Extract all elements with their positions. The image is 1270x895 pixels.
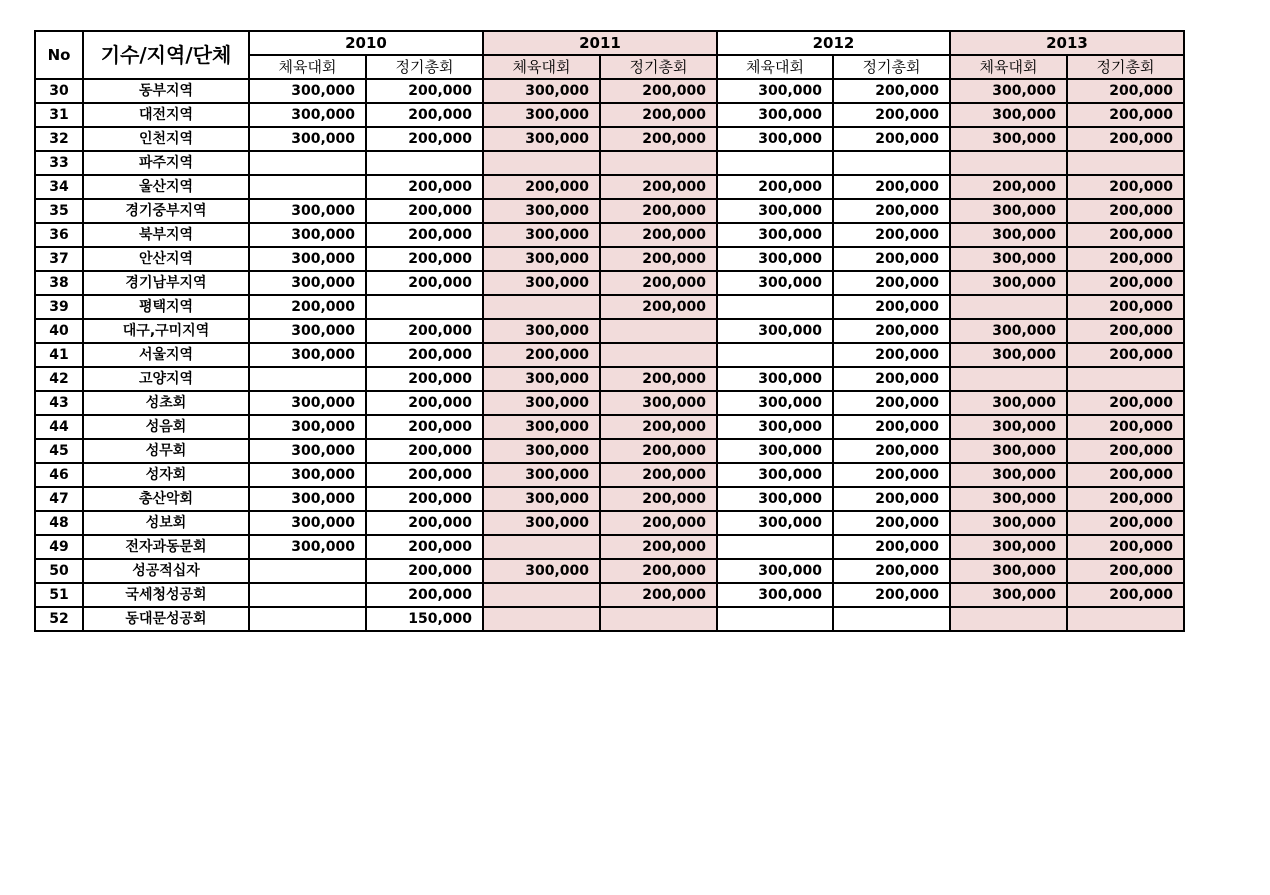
row-region-name: 경기남부지역 (83, 271, 249, 295)
row-region-name: 대구,구미지역 (83, 319, 249, 343)
amount-cell: 300,000 (483, 127, 600, 151)
amount-cell: 200,000 (1067, 439, 1184, 463)
amount-cell: 200,000 (833, 487, 950, 511)
amount-cell (1067, 607, 1184, 631)
amount-cell: 200,000 (366, 319, 483, 343)
amount-cell: 200,000 (600, 199, 717, 223)
amount-cell: 200,000 (717, 175, 833, 199)
row-number: 44 (35, 415, 83, 439)
amount-cell: 200,000 (1067, 535, 1184, 559)
amount-cell: 200,000 (600, 271, 717, 295)
amount-cell: 300,000 (717, 79, 833, 103)
amount-cell: 300,000 (717, 391, 833, 415)
header-assembly-2011: 정기총회 (600, 55, 717, 79)
amount-cell: 200,000 (366, 247, 483, 271)
amount-cell (249, 583, 366, 607)
table-row (35, 559, 1184, 583)
amount-cell: 200,000 (833, 391, 950, 415)
row-region-name: 동부지역 (83, 79, 249, 103)
row-region-name: 파주지역 (83, 151, 249, 175)
amount-cell (717, 535, 833, 559)
table-row (35, 295, 1184, 319)
row-number: 51 (35, 583, 83, 607)
amount-cell: 200,000 (366, 511, 483, 535)
amount-cell: 300,000 (950, 199, 1067, 223)
amount-cell: 300,000 (717, 487, 833, 511)
amount-cell: 200,000 (1067, 511, 1184, 535)
amount-cell: 300,000 (249, 511, 366, 535)
header-year-2010: 2010 (249, 31, 483, 55)
amount-cell: 300,000 (950, 391, 1067, 415)
amount-cell: 200,000 (366, 79, 483, 103)
amount-cell: 200,000 (833, 535, 950, 559)
row-number: 45 (35, 439, 83, 463)
table-row (35, 343, 1184, 367)
row-number: 48 (35, 511, 83, 535)
row-region-name: 성초회 (83, 391, 249, 415)
amount-cell: 300,000 (249, 535, 366, 559)
amount-cell: 200,000 (366, 103, 483, 127)
header-year-2012: 2012 (717, 31, 950, 55)
amount-cell: 200,000 (1067, 79, 1184, 103)
amount-cell: 300,000 (249, 391, 366, 415)
row-number: 43 (35, 391, 83, 415)
amount-cell: 200,000 (600, 439, 717, 463)
amount-cell: 200,000 (1067, 463, 1184, 487)
amount-cell (1067, 367, 1184, 391)
amount-cell: 300,000 (950, 127, 1067, 151)
amount-cell: 200,000 (950, 175, 1067, 199)
row-region-name: 국세청성공회 (83, 583, 249, 607)
amount-cell: 300,000 (483, 391, 600, 415)
amount-cell: 300,000 (483, 223, 600, 247)
amount-cell: 300,000 (950, 343, 1067, 367)
amount-cell: 200,000 (366, 463, 483, 487)
amount-cell: 200,000 (600, 487, 717, 511)
table-row (35, 487, 1184, 511)
amount-cell: 300,000 (483, 247, 600, 271)
amount-cell (600, 607, 717, 631)
row-region-name: 성무회 (83, 439, 249, 463)
amount-cell: 200,000 (833, 103, 950, 127)
amount-cell: 300,000 (950, 583, 1067, 607)
amount-cell: 200,000 (833, 295, 950, 319)
amount-cell (833, 151, 950, 175)
header-sports-2010: 체육대회 (249, 55, 366, 79)
amount-cell: 200,000 (1067, 199, 1184, 223)
amount-cell (1067, 151, 1184, 175)
amount-cell: 200,000 (366, 343, 483, 367)
row-number: 35 (35, 199, 83, 223)
amount-cell: 200,000 (833, 463, 950, 487)
amount-cell: 200,000 (600, 415, 717, 439)
table-row (35, 367, 1184, 391)
table-row (35, 439, 1184, 463)
amount-cell: 200,000 (833, 247, 950, 271)
row-region-name: 북부지역 (83, 223, 249, 247)
table-row (35, 223, 1184, 247)
row-region-name: 서울지역 (83, 343, 249, 367)
amount-cell: 300,000 (717, 367, 833, 391)
amount-cell: 200,000 (600, 559, 717, 583)
amount-cell (717, 295, 833, 319)
amount-cell: 200,000 (366, 175, 483, 199)
amount-cell: 200,000 (600, 583, 717, 607)
amount-cell: 200,000 (366, 271, 483, 295)
amount-cell: 200,000 (366, 583, 483, 607)
row-number: 49 (35, 535, 83, 559)
row-region-name: 성자회 (83, 463, 249, 487)
amount-cell: 300,000 (717, 199, 833, 223)
amount-cell: 200,000 (249, 295, 366, 319)
header-row-years (35, 31, 1184, 55)
amount-cell: 300,000 (950, 79, 1067, 103)
amount-cell: 200,000 (1067, 583, 1184, 607)
amount-cell: 300,000 (717, 319, 833, 343)
amount-cell: 300,000 (483, 511, 600, 535)
amount-cell: 200,000 (1067, 391, 1184, 415)
row-number: 30 (35, 79, 83, 103)
amount-cell: 200,000 (1067, 487, 1184, 511)
amount-cell (717, 607, 833, 631)
amount-cell (249, 367, 366, 391)
header-sports-2012: 체육대회 (717, 55, 833, 79)
amount-cell: 300,000 (950, 247, 1067, 271)
amount-cell: 300,000 (483, 103, 600, 127)
amount-cell: 200,000 (366, 535, 483, 559)
amount-cell: 200,000 (1067, 343, 1184, 367)
table-row (35, 175, 1184, 199)
table-row (35, 391, 1184, 415)
amount-cell: 300,000 (483, 559, 600, 583)
amount-cell: 300,000 (249, 199, 366, 223)
amount-cell: 300,000 (249, 415, 366, 439)
amount-cell: 300,000 (483, 79, 600, 103)
amount-cell: 200,000 (483, 343, 600, 367)
amount-cell: 300,000 (483, 319, 600, 343)
row-number: 40 (35, 319, 83, 343)
amount-cell: 200,000 (833, 583, 950, 607)
amount-cell: 200,000 (483, 175, 600, 199)
amount-cell: 200,000 (366, 367, 483, 391)
header-assembly-2013: 정기총회 (1067, 55, 1184, 79)
amount-cell: 200,000 (600, 103, 717, 127)
header-year-2013: 2013 (950, 31, 1184, 55)
amount-cell: 300,000 (950, 535, 1067, 559)
row-number: 32 (35, 127, 83, 151)
amount-cell (483, 295, 600, 319)
row-region-name: 대전지역 (83, 103, 249, 127)
amount-cell (483, 607, 600, 631)
row-region-name: 성음회 (83, 415, 249, 439)
amount-cell: 200,000 (833, 175, 950, 199)
amount-cell: 300,000 (950, 271, 1067, 295)
amount-cell: 300,000 (249, 343, 366, 367)
amount-cell: 300,000 (950, 439, 1067, 463)
amount-cell: 300,000 (717, 127, 833, 151)
amount-cell: 200,000 (1067, 127, 1184, 151)
amount-cell: 300,000 (249, 487, 366, 511)
amount-cell: 200,000 (833, 415, 950, 439)
table-row (35, 511, 1184, 535)
amount-cell (600, 151, 717, 175)
row-region-name: 경기중부지역 (83, 199, 249, 223)
amount-cell: 200,000 (833, 511, 950, 535)
header-assembly-2010: 정기총회 (366, 55, 483, 79)
row-number: 34 (35, 175, 83, 199)
header-no: No (35, 31, 83, 79)
amount-cell: 300,000 (249, 271, 366, 295)
amount-cell: 200,000 (600, 535, 717, 559)
row-number: 38 (35, 271, 83, 295)
amount-cell: 200,000 (366, 223, 483, 247)
row-region-name: 인천지역 (83, 127, 249, 151)
row-region-name: 고양지역 (83, 367, 249, 391)
amount-cell: 200,000 (1067, 295, 1184, 319)
table-row (35, 271, 1184, 295)
amount-cell: 300,000 (717, 247, 833, 271)
table-row (35, 103, 1184, 127)
amount-cell: 300,000 (483, 271, 600, 295)
amount-cell: 200,000 (1067, 415, 1184, 439)
amount-cell (600, 319, 717, 343)
row-region-name: 성공적십자 (83, 559, 249, 583)
amount-cell: 150,000 (366, 607, 483, 631)
amount-cell (249, 559, 366, 583)
amount-cell: 200,000 (1067, 175, 1184, 199)
amount-cell: 300,000 (483, 199, 600, 223)
amount-cell: 200,000 (1067, 247, 1184, 271)
row-region-name: 전자과동문회 (83, 535, 249, 559)
row-number: 46 (35, 463, 83, 487)
row-region-name: 평택지역 (83, 295, 249, 319)
table-body (35, 79, 1184, 631)
amount-cell: 200,000 (833, 319, 950, 343)
amount-cell: 300,000 (249, 127, 366, 151)
amount-cell (483, 151, 600, 175)
row-number: 47 (35, 487, 83, 511)
amount-cell: 300,000 (717, 223, 833, 247)
row-number: 41 (35, 343, 83, 367)
row-region-name: 안산지역 (83, 247, 249, 271)
header-assembly-2012: 정기총회 (833, 55, 950, 79)
amount-cell: 200,000 (1067, 223, 1184, 247)
row-number: 52 (35, 607, 83, 631)
amount-cell (600, 343, 717, 367)
amount-cell: 200,000 (600, 247, 717, 271)
amount-cell (717, 343, 833, 367)
amount-cell (833, 607, 950, 631)
amount-cell: 200,000 (600, 127, 717, 151)
amount-cell: 300,000 (717, 463, 833, 487)
table-row (35, 535, 1184, 559)
amount-cell: 200,000 (600, 463, 717, 487)
table-row (35, 79, 1184, 103)
amount-cell (249, 607, 366, 631)
row-region-name: 동대문성공회 (83, 607, 249, 631)
amount-cell: 200,000 (366, 439, 483, 463)
amount-cell: 300,000 (483, 415, 600, 439)
amount-cell: 200,000 (600, 367, 717, 391)
amount-cell: 200,000 (366, 559, 483, 583)
amount-cell: 200,000 (833, 199, 950, 223)
amount-cell: 300,000 (950, 487, 1067, 511)
amount-cell: 300,000 (950, 223, 1067, 247)
table-header (35, 31, 1184, 79)
row-number: 37 (35, 247, 83, 271)
amount-cell: 200,000 (833, 127, 950, 151)
table-row (35, 199, 1184, 223)
amount-cell: 200,000 (833, 271, 950, 295)
row-number: 42 (35, 367, 83, 391)
header-sports-2011: 체육대회 (483, 55, 600, 79)
row-region-name: 울산지역 (83, 175, 249, 199)
amount-cell: 200,000 (600, 511, 717, 535)
table-row (35, 319, 1184, 343)
amount-cell: 300,000 (483, 367, 600, 391)
amount-cell: 200,000 (833, 559, 950, 583)
amount-cell (950, 151, 1067, 175)
amount-cell: 200,000 (833, 367, 950, 391)
amount-cell: 200,000 (1067, 103, 1184, 127)
amount-cell (249, 151, 366, 175)
amount-cell (366, 295, 483, 319)
table-row (35, 583, 1184, 607)
amount-cell: 200,000 (600, 295, 717, 319)
table-row (35, 151, 1184, 175)
amount-cell: 300,000 (950, 511, 1067, 535)
amount-cell: 200,000 (1067, 271, 1184, 295)
header-year-2011: 2011 (483, 31, 717, 55)
amount-cell: 200,000 (366, 127, 483, 151)
row-number: 31 (35, 103, 83, 127)
table-row (35, 247, 1184, 271)
amount-cell: 300,000 (249, 103, 366, 127)
amount-cell: 300,000 (483, 463, 600, 487)
donation-table (34, 30, 1185, 632)
amount-cell: 300,000 (717, 103, 833, 127)
amount-cell: 200,000 (833, 223, 950, 247)
row-number: 33 (35, 151, 83, 175)
amount-cell: 300,000 (249, 319, 366, 343)
amount-cell: 300,000 (249, 463, 366, 487)
amount-cell: 300,000 (950, 463, 1067, 487)
amount-cell: 300,000 (717, 439, 833, 463)
row-number: 39 (35, 295, 83, 319)
amount-cell (483, 583, 600, 607)
table-row (35, 415, 1184, 439)
row-region-name: 총산악회 (83, 487, 249, 511)
amount-cell: 300,000 (950, 319, 1067, 343)
row-number: 36 (35, 223, 83, 247)
amount-cell: 200,000 (1067, 559, 1184, 583)
amount-cell: 300,000 (249, 79, 366, 103)
amount-cell: 200,000 (600, 175, 717, 199)
table-row (35, 127, 1184, 151)
amount-cell: 200,000 (600, 79, 717, 103)
row-number: 50 (35, 559, 83, 583)
amount-cell: 200,000 (833, 439, 950, 463)
amount-cell: 200,000 (366, 391, 483, 415)
amount-cell (366, 151, 483, 175)
table-row (35, 463, 1184, 487)
amount-cell: 300,000 (717, 511, 833, 535)
header-region: 기수/지역/단체 (83, 31, 249, 79)
amount-cell: 300,000 (483, 439, 600, 463)
amount-cell: 300,000 (717, 415, 833, 439)
amount-cell: 200,000 (600, 223, 717, 247)
amount-cell: 200,000 (833, 343, 950, 367)
table-row (35, 607, 1184, 631)
amount-cell: 300,000 (717, 583, 833, 607)
amount-cell (717, 151, 833, 175)
amount-cell: 200,000 (366, 199, 483, 223)
header-sports-2013: 체육대회 (950, 55, 1067, 79)
amount-cell: 300,000 (950, 415, 1067, 439)
amount-cell: 200,000 (366, 487, 483, 511)
amount-cell (950, 367, 1067, 391)
amount-cell: 300,000 (717, 271, 833, 295)
amount-cell: 300,000 (950, 559, 1067, 583)
amount-cell: 200,000 (833, 79, 950, 103)
amount-cell (483, 535, 600, 559)
amount-cell: 300,000 (600, 391, 717, 415)
row-region-name: 성보회 (83, 511, 249, 535)
amount-cell (249, 175, 366, 199)
amount-cell: 300,000 (249, 439, 366, 463)
amount-cell: 300,000 (249, 247, 366, 271)
amount-cell (950, 295, 1067, 319)
amount-cell: 200,000 (366, 415, 483, 439)
amount-cell: 200,000 (1067, 319, 1184, 343)
amount-cell: 300,000 (249, 223, 366, 247)
amount-cell (950, 607, 1067, 631)
amount-cell: 300,000 (717, 559, 833, 583)
amount-cell: 300,000 (483, 487, 600, 511)
amount-cell: 300,000 (950, 103, 1067, 127)
